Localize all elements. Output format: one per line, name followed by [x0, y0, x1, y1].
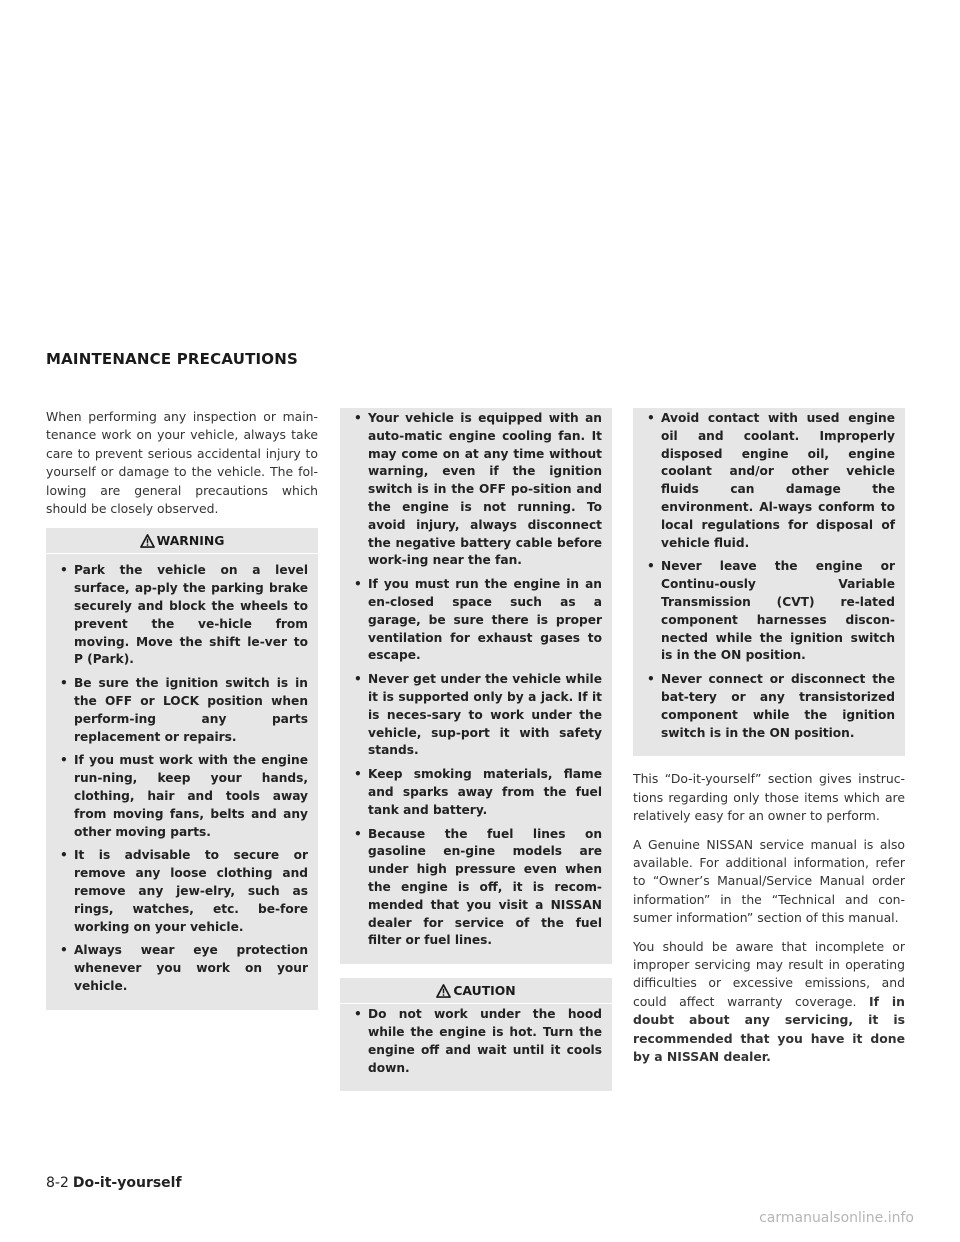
list-item: • Your vehicle is equipped with an auto-matic engine cooling fan. It may come on at any time without warning, even if the ignition switch is in the OFF po-sition and the engine is not running. To avoid injury, always disconnect the negative battery cable before work-ing near the fan. [350, 410, 602, 570]
page-number: 8-2 [46, 1175, 69, 1191]
caution-header [340, 978, 612, 1004]
warning-triangle-icon [140, 534, 155, 548]
list-item: • It is advisable to secure or remove any loose clothing and remove any jew-elry, such as rings, watches, etc. be-fore working on your vehicle. [56, 847, 308, 936]
list-item: • Never get under the vehicle while it is supported only by a jack. If it is neces-sary to work under the vehicle, sup-port it with safety stands. [350, 671, 602, 760]
list-item: • If you must run the engine in an en-closed space such as a garage, be sure there is proper ventilation for exhaust gases to escape. [350, 576, 602, 665]
warning-header [46, 528, 318, 554]
list-item: • Park the vehicle on a level surface, ap-ply the parking brake securely and block the wheels to prevent the ve-hicle from moving. Move the shift le-ver to P (Park). [56, 562, 308, 669]
column-3 [633, 408, 905, 1076]
chapter-name: Do-it-yourself [72, 1175, 182, 1191]
caution-box [340, 978, 612, 1091]
warning-label: WARNING [156, 533, 225, 549]
closing-emphasis: If in doubt about any servicing, it is recommended that you have it done by a NISSAN dealer. [633, 993, 905, 1065]
list-item: • Keep smoking materials, flame and sparks away from the fuel tank and battery. [350, 766, 602, 819]
list-item: • Because the fuel lines on gasoline en-gine models are under high pressure even when the engine is off, it is recom-mended that you visit a NISSAN dealer for service of the fuel filter or fuel lines. [350, 826, 602, 951]
paragraph: This “Do-it-yourself” section gives instruc-tions regarding only those items which are relatively easy for an owner to perform. [633, 771, 905, 824]
closing-paragraph [633, 938, 905, 1067]
warning-box-continued [340, 408, 612, 964]
intro-paragraph: When performing any inspection or main-tenance work on your vehicle, always take care to prevent serious accidental injury to yourself or damage to the vehicle. The fol-lowing are general precautions which should be closely observed. [46, 409, 318, 517]
caution-box-continued [633, 408, 905, 756]
closing-text: You should be aware that incomplete or improper servicing may result in operating difficulties or excessive emissions, and could affect warranty coverage. [633, 938, 905, 1009]
page-footer [46, 1175, 182, 1191]
caution-label: CAUTION [453, 983, 516, 999]
column-2 [340, 408, 612, 1105]
list-item: • Do not work under the hood while the engine is hot. Turn the engine off and wait until it cools down. [350, 1006, 602, 1077]
caution-list-b [633, 408, 905, 752]
list-item: • Always wear eye protection whenever you work on your vehicle. [56, 942, 308, 995]
caution-triangle-icon [436, 984, 451, 998]
list-item: • Never leave the engine or Continu-ously Variable Transmission (CVT) re-lated component harnesses discon-nected while the ignition switch is in the ON position. [643, 558, 895, 665]
column-1 [46, 408, 318, 1024]
list-item: • Be sure the ignition switch is in the OFF or LOCK position when perform-ing any parts replacement or repairs. [56, 675, 308, 746]
list-item: • Never connect or disconnect the bat-tery or any transistorized component while the ignition switch is in the ON position. [643, 671, 895, 742]
section-title: MAINTENANCE PRECAUTIONS [46, 350, 298, 368]
caution-list-a [340, 1004, 612, 1087]
warning-box [46, 528, 318, 1009]
paragraph: A Genuine NISSAN service manual is also available. For additional information, refer to “Owner’s Manual/Service Manual order information” in the “Technical and con-sumer information” section of this manual. [633, 836, 905, 926]
watermark: carmanualsonline.info [759, 1210, 914, 1226]
warning-list-a [46, 554, 318, 1005]
warning-list-b [340, 408, 612, 960]
list-item: • Avoid contact with used engine oil and coolant. Improperly disposed engine oil, engine coolant and/or other vehicle fluids can damage the environment. Al-ways conform to local regulations for disposal of vehicle fluid. [643, 410, 895, 552]
list-item: • If you must work with the engine run-ning, keep your hands, clothing, hair and tools away from moving fans, belts and any other moving parts. [56, 752, 308, 841]
